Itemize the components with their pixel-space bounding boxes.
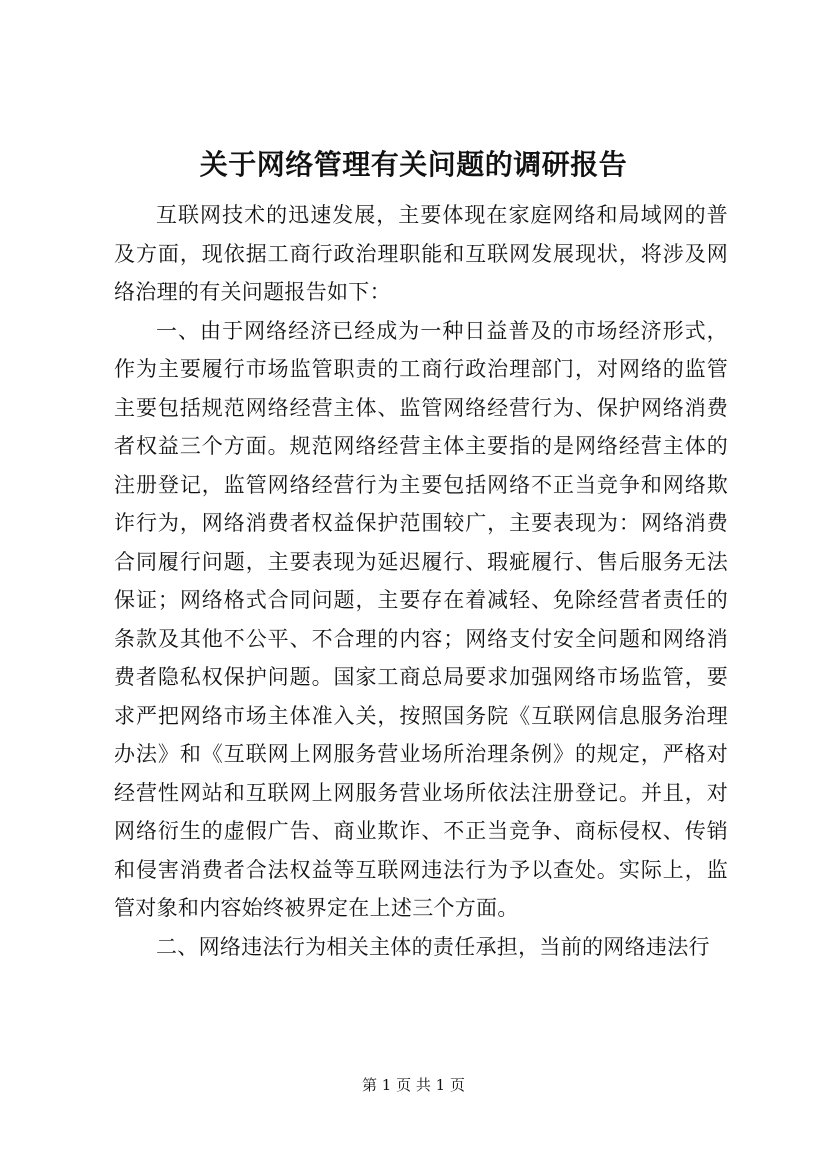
paragraph-section-two: 二、网络违法行为相关主体的责任承担，当前的网络违法行 [156, 934, 710, 959]
paragraph-intro: 互联网技术的迅速发展，主要体现在家庭网络和局域网的普及方面，现依据工商行政治理职能和互联网发展现状，将涉及网络治理的有关问题报告如下： [114, 203, 728, 304]
document-body [114, 196, 728, 966]
document-title: 关于网络管理有关问题的调研报告 [199, 148, 628, 181]
page-footer: 第 1 页 共 1 页 [362, 1076, 465, 1094]
paragraph-section-one: 一、由于网络经济已经成为一种日益普及的市场经济形式，作为主要履行市场监管职责的工商行政治理部门，对网络的监管主要包括规范网络经营主体、监管网络经营行为、保护网络消费者权益三个方面。规范网络经营主体主要指的是网络经营主体的注册登记，监管网络经营行为主要包括网络不正当竞争和网络欺诈行为，网络消费者权益保护范围较广，主要表现为：网络消费合同履行问题，主要表现为延迟履行、瑕疵履行、售后服务无法保证；网络格式合同问题，主要存在着减轻、免除经营者责任的条款及其他不公平、不合理的内容；网络支付安全问题和网络消费者隐私权保护问题。国家工商总局要求加强网络市场监管，要求严把网络市场主体准入关，按照国务院《互联网信息服务治理办法》和《互联网上网服务营业场所治理条例》的规定，严格对经营性网站和互联网上网服务营业场所依法注册登记。并且，对网络衍生的虚假广告、商业欺诈、不正当竞争、商标侵权、传销和侵害消费者合法权益等互联网违法行为予以查处。实际上，监管对象和内容始终被界定在上述三个方面。 [114, 318, 728, 920]
